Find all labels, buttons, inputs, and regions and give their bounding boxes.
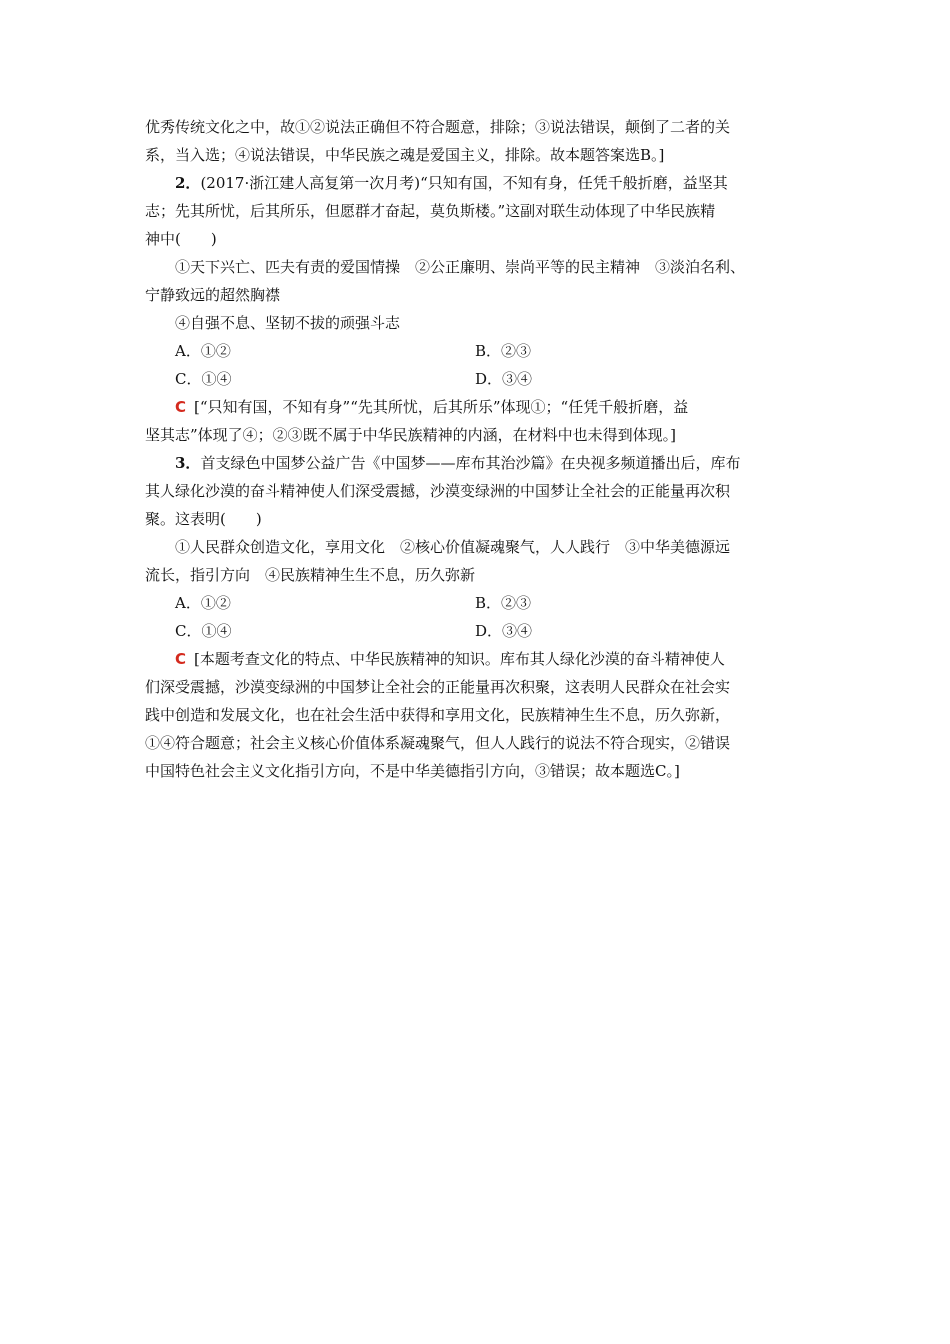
option-b: B．②③: [475, 594, 532, 612]
item-line: ④自强不息、坚韧不拔的顽强斗志: [175, 314, 401, 332]
document-page: [145, 113, 815, 785]
item-line: ①天下兴亡、匹夫有责的爱国情操 ②公正廉明、崇尚平等的民主精神 ③淡泊名利、: [175, 258, 746, 276]
item-line: 流长，指引方向 ④民族精神生生不息，历久弥新: [145, 566, 476, 584]
text-line: ①④符合题意；社会主义核心价值体系凝魂聚气，但人人践行的说法不符合现实，②错误: [145, 734, 731, 752]
option-c: C．①④: [175, 370, 232, 388]
question-stem: [145, 169, 815, 197]
options-row: [145, 337, 815, 365]
text-line: 们深受震撼，沙漠变绿洲的中国梦让全社会的正能量再次积聚，这表明人民群众在社会实: [145, 678, 731, 696]
text-line: 优秀传统文化之中，故①②说法正确但不符合题意，排除；③说法错误，颠倒了二者的关: [145, 118, 731, 136]
option-d: D．③④: [475, 370, 533, 388]
answer-explanation: [145, 645, 815, 673]
options-row: [145, 617, 815, 645]
text-line: 聚。这表明( ): [145, 510, 262, 528]
prev-explanation: [145, 113, 815, 169]
text-line: 志；先其所忧，后其所乐，但愿群才奋起，莫负斯楼。”这副对联生动体现了中华民族精: [145, 202, 716, 220]
text-line: 践中创造和发展文化，也在社会生活中获得和享用文化，民族精神生生不息，历久弥新，: [145, 706, 731, 724]
option-a: A．①②: [175, 594, 231, 612]
text-line: 系，当入选；④说法错误，中华民族之魂是爱国主义，排除。故本题答案选B。]: [145, 146, 665, 164]
text-line: 坚其志”体现了④；②③既不属于中华民族精神的内涵，在材料中也未得到体现。]: [145, 426, 677, 444]
options-row: [145, 365, 815, 393]
options-row: [145, 589, 815, 617]
question-stem: [145, 449, 815, 477]
text-line: 其人绿化沙漠的奋斗精神使人们深受震撼，沙漠变绿洲的中国梦让全社会的正能量再次积: [145, 482, 731, 500]
answer-letter: C: [175, 398, 187, 416]
option-a: A．①②: [175, 342, 231, 360]
item-line: 宁静致远的超然胸襟: [145, 286, 281, 304]
option-c: C．①④: [175, 622, 232, 640]
question-2: [145, 169, 815, 449]
option-b: B．②③: [475, 342, 532, 360]
option-d: D．③④: [475, 622, 533, 640]
text-line: 中国特色社会主义文化指引方向，不是中华美德指引方向，③错误；故本题选C。]: [145, 762, 680, 780]
question-number: 3．: [175, 454, 201, 472]
answer-explanation: [145, 393, 815, 421]
text-span: (2017·浙江建人高复第一次月考)“只知有国，不知有身，任凭千般折磨，益坚其: [200, 174, 728, 192]
text-span: 首支绿色中国梦公益广告《中国梦——库布其治沙篇》在央视多频道播出后，库布: [200, 454, 741, 472]
text-span: [“只知有国，不知有身”“先其所忧，后其所乐”体现①；“任凭千般折磨，益: [194, 398, 689, 416]
text-span: [本题考查文化的特点、中华民族精神的知识。库布其人绿化沙漠的奋斗精神使人: [194, 650, 725, 668]
text-line: 神中( ): [145, 230, 217, 248]
question-number: 2．: [175, 174, 201, 192]
answer-letter: C: [175, 650, 187, 668]
item-line: ①人民群众创造文化，享用文化 ②核心价值凝魂聚气，人人践行 ③中华美德源远: [175, 538, 731, 556]
question-3: [145, 449, 815, 785]
